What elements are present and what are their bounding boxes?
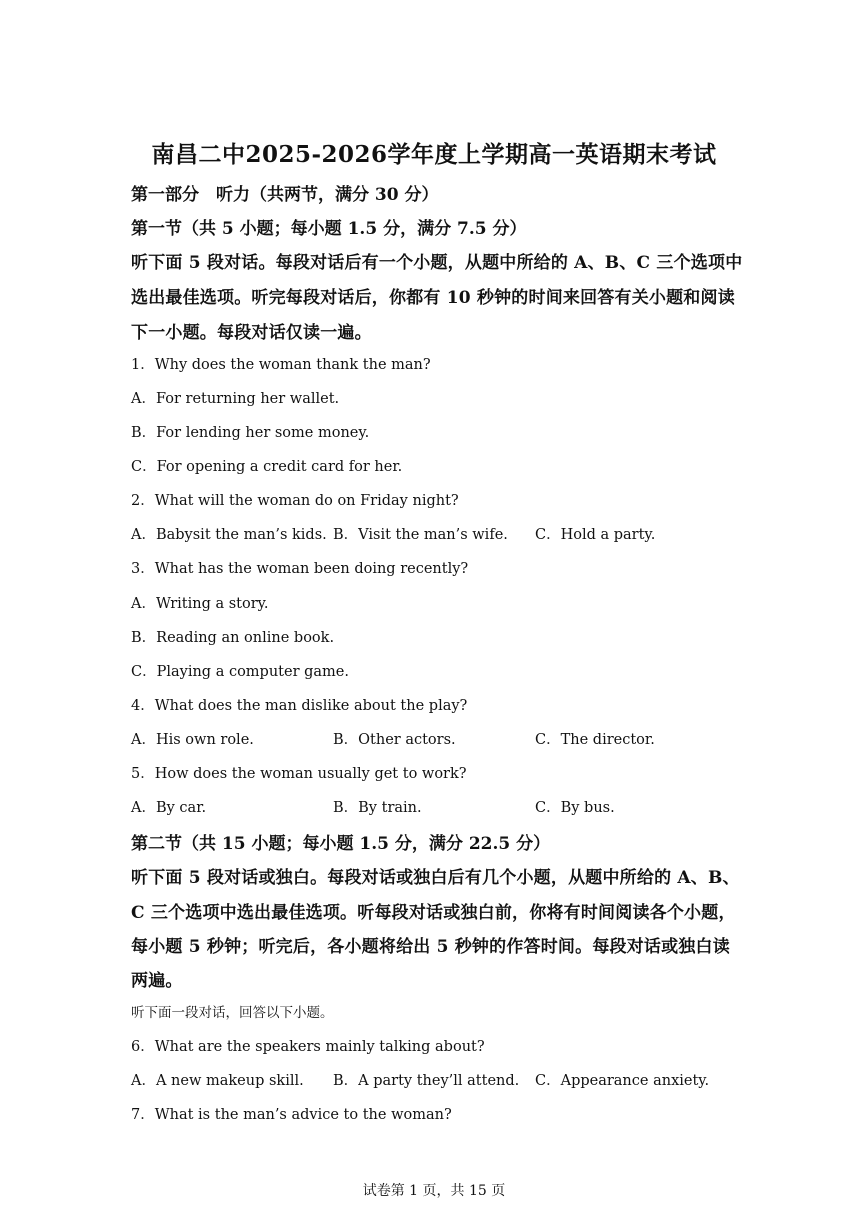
section2-heading: 第二节（共 15 小题；每小题 1.5 分，满分 22.5 分） [131,834,551,854]
page-footer: 试卷第 1 页，共 15 页 [362,1183,506,1199]
question-5-stem: 5．How does the woman usually get to work? [131,766,467,782]
question-5-option-a: A．By car. [131,800,207,816]
question-1-option-b: B．For lending her some money. [131,425,370,441]
question-4-option-c: C．The director. [535,732,655,748]
question-2-option-a: A．Babysit the man’s kids. [131,527,327,543]
question-2-option-c: C．Hold a party. [535,527,656,543]
section1-heading: 第一节（共 5 小题；每小题 1.5 分，满分 7.5 分） [131,219,527,239]
section1-instruction-line: 听下面 5 段对话。每段对话后有一个小题，从题中所给的 A、B、C 三个选项中 [131,253,743,273]
question-1-stem: 1．Why does the woman thank the man? [131,357,431,373]
question-2-option-b: B．Visit the man’s wife. [333,527,508,543]
section2-instruction-line: 听下面 5 段对话或独白。每段对话或独白后有几个小题，从题中所给的 A、B、 [131,868,740,888]
section1-instruction-line: 选出最佳选项。听完每段对话后，你都有 10 秒钟的时间来回答有关小题和阅读 [131,288,735,308]
section2-instruction-line: C 三个选项中选出最佳选项。听每段对话或独白前，你将有时间阅读各个小题， [131,903,736,923]
question-1-option-a: A．For returning her wallet. [131,391,340,407]
question-7-stem: 7．What is the man’s advice to the woman? [131,1107,452,1123]
question-5-option-b: B．By train. [333,800,422,816]
question-3-option-a: A．Writing a story. [131,596,269,612]
exam-title: 南昌二中2025-2026学年度上学期高一英语期末考试 [151,141,717,168]
question-2-stem: 2．What will the woman do on Friday night? [131,493,459,509]
question-1-option-c: C．For opening a credit card for her. [131,459,403,475]
question-3-stem: 3．What has the woman been doing recently? [131,561,469,577]
question-4-option-a: A．His own role. [131,732,254,748]
question-6-option-a: A．A new makeup skill. [131,1073,304,1089]
question-3-option-b: B．Reading an online book. [131,630,335,646]
section2-instruction-line: 每小题 5 秒钟；听完后，各小题将给出 5 秒钟的作答时间。每段对话或独白读 [131,937,730,957]
question-6-option-c: C．Appearance anxiety. [535,1073,710,1089]
question-6-stem: 6．What are the speakers mainly talking about? [131,1039,485,1055]
section1-instruction-line: 下一小题。每段对话仅读一遍。 [131,323,372,343]
sub-instruction: 听下面一段对话，回答以下小题。 [131,1005,334,1021]
question-3-option-c: C．Playing a computer game. [131,664,349,680]
part1-heading: 第一部分 听力（共两节，满分 30 分） [131,185,439,205]
question-4-stem: 4．What does the man dislike about the play? [131,698,468,714]
question-5-option-c: C．By bus. [535,800,615,816]
section2-instruction-line: 两遍。 [131,971,183,991]
question-6-option-b: B．A party they’ll attend. [333,1073,520,1089]
question-4-option-b: B．Other actors. [333,732,456,748]
